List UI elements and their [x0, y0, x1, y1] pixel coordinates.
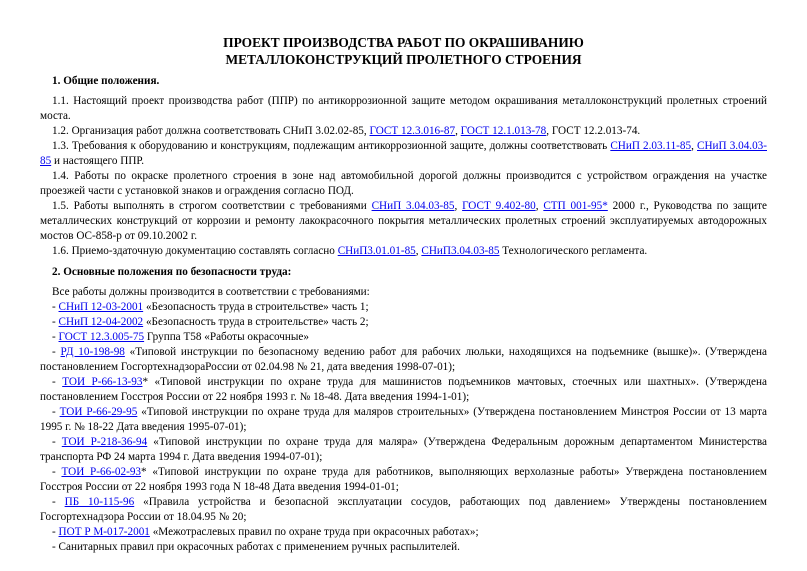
list-item — [40, 330, 767, 345]
link-gost-12-3-016-87[interactable]: ГОСТ 12.3.016-87 — [369, 125, 456, 137]
text: 1.3. Требования к оборудованию и конструкциям, подлежащим антикоррозионной защите, должны соответствовать — [52, 140, 611, 152]
text: 2000 г., Руководства по защите металлических конструкций от коррозии и ремонту лакокрасочного покрытия металлических пролетных строений эксплуатируемых автодорожных мостов ОС-858-р от 09.10.2002 г. — [40, 200, 768, 242]
list-item-text: «Правила устройства и безопасной эксплуатации сосудов, работающих под давлением» Утверждены постановлением Госгортехнадзора России от 18.04.95 № 20; — [40, 496, 767, 523]
list-item — [40, 540, 767, 555]
paragraph-1-6 — [40, 244, 767, 259]
document-page — [40, 34, 767, 555]
link-snip-3-01-01-85[interactable]: СНиП3.01.01-85 — [337, 245, 416, 257]
list-dash: - — [52, 331, 59, 343]
list-item — [40, 405, 767, 435]
list-dash: - — [52, 436, 62, 448]
list-dash: - — [52, 466, 62, 478]
list-item — [40, 465, 767, 495]
text: и настоящего ППР. — [51, 155, 145, 167]
link-snip-3-04-03-85-b[interactable]: СНиП3.04.03-85 — [421, 245, 500, 257]
document-title — [40, 34, 767, 68]
separator: , — [455, 125, 461, 137]
list-item-link[interactable]: ПОТ Р М-017-2001 — [58, 526, 150, 538]
list-dash: - — [52, 346, 61, 358]
requirements-list — [40, 300, 767, 555]
list-item-text: «Безопасность труда в строительстве» часть 1; — [143, 301, 369, 313]
list-item-text: «Типовой инструкции по охране труда для маляров строительных» (Утверждена постановлением Минстроя России от 13 марта 1995 г. № 18-22 Дата введения 1995-07-01); — [40, 406, 767, 433]
list-dash: - — [52, 376, 63, 388]
list-item — [40, 300, 767, 315]
text: Технологического регламента. — [499, 245, 648, 257]
list-item — [40, 495, 767, 525]
list-item-link[interactable]: ТОИ Р-66-02-93 — [61, 466, 142, 478]
list-item-text: «Межотраслевых правил по охране труда при окрасочных работах»; — [149, 526, 479, 538]
title-line-1: ПРОЕКТ ПРОИЗВОДСТВА РАБОТ ПО ОКРАШИВАНИЮ — [223, 35, 584, 50]
separator: , — [691, 140, 697, 152]
list-item-text: * «Типовой инструкции по охране труда для машинистов подъемников мачтовых, стоечных или шахтных». (Утверждена постановлением Госстроя России от 22 ноября 1993 г. № 18-48. Дата введения 1994-1-01); — [40, 376, 767, 403]
list-item-text: Санитарных правил при окрасочных работах с применением ручных распылителей. — [58, 541, 460, 553]
section-1-heading: 1. Общие положения. — [52, 75, 160, 87]
text: 1.5. Работы выполнять в строгом соответствии с требованиями — [52, 200, 372, 212]
link-stp-001-95[interactable]: СТП 001-95* — [543, 200, 608, 212]
list-item-text: «Типовой инструкции по безопасному ведению работ для рабочих люльки, находящихся на подъемнике (вышке)». (Утверждена постановлением ГосгортехнадзораРоссии от 02.04.98 № 21, дата введения 1998-07-01); — [40, 346, 767, 373]
section-2-heading: 2. Основные положения по безопасности труда: — [52, 266, 292, 278]
list-item — [40, 435, 767, 465]
list-item-link[interactable]: ТОИ Р-66-29-95 — [59, 406, 138, 418]
section-2-intro: Все работы должны производится в соответствии с требованиями: — [52, 286, 370, 298]
list-dash: - — [52, 301, 59, 313]
list-item — [40, 315, 767, 330]
paragraph-1-3 — [40, 139, 767, 169]
list-dash: - — [52, 526, 59, 538]
title-line-2: МЕТАЛЛОКОНСТРУКЦИЙ ПРОЛЕТНОГО СТРОЕНИЯ — [225, 52, 582, 67]
list-item-link[interactable]: РД 10-198-98 — [60, 346, 125, 358]
text: 1.2. Организация работ должна соответствовать СНиП 3.02.02-85, — [52, 125, 370, 137]
link-snip-3-04-03-85[interactable]: СНиП 3.04.03-85 — [40, 140, 767, 167]
link-snip-3-04-03-85[interactable]: СНиП 3.04.03-85 — [371, 200, 455, 212]
list-item-link[interactable]: ГОСТ 12.3.005-75 — [58, 331, 145, 343]
list-item-link[interactable]: ТОИ Р-218-36-94 — [61, 436, 148, 448]
paragraph-1-5 — [40, 199, 767, 244]
list-item-link[interactable]: СНиП 12-04-2002 — [58, 316, 144, 328]
list-dash: - — [52, 316, 59, 328]
paragraph-1-1: 1.1. Настоящий проект производства работ (ППР) по антикоррозионной защите методом окрашивания металлоконструкций пролетных строений моста. — [40, 95, 767, 122]
list-item-link[interactable]: ПБ 10-115-96 — [64, 496, 135, 508]
link-gost-9-402-80[interactable]: ГОСТ 9.402-80 — [462, 200, 536, 212]
list-item-link[interactable]: СНиП 12-03-2001 — [58, 301, 144, 313]
list-item-text: * «Типовой инструкции по охране труда для работников, выполняющих верхолазные работы» Утверждена постановлением Госстроя России от 22 ноября 1993 года N 18-48 Дата введения 1994-01-01; — [40, 466, 767, 493]
list-item — [40, 375, 767, 405]
paragraph-1-2 — [40, 124, 767, 139]
separator: , — [535, 200, 544, 212]
list-item-text: Группа Т58 «Работы окрасочные» — [144, 331, 309, 343]
text: 1.6. Приемо-здаточную документацию составлять согласно — [52, 245, 338, 257]
list-dash: - — [52, 541, 59, 553]
list-dash: - — [52, 406, 60, 418]
separator: , — [415, 245, 422, 257]
paragraph-1-4: 1.4. Работы по окраске пролетного строения в зоне над автомобильной дорогой должны производится с устройством ограждения на участке проезжей части с установкой знаков и ограждения согласно ПОД. — [40, 170, 767, 197]
list-item-text: «Безопасность труда в строительстве» часть 2; — [143, 316, 369, 328]
list-dash: - — [52, 496, 65, 508]
list-item — [40, 345, 767, 375]
list-item-link[interactable]: ТОИ Р-66-13-93 — [62, 376, 143, 388]
link-gost-12-1-013-78[interactable]: ГОСТ 12.1.013-78 — [460, 125, 547, 137]
list-item — [40, 525, 767, 540]
text: , ГОСТ 12.2.013-74. — [546, 125, 641, 137]
link-snip-2-03-11-85[interactable]: СНиП 2.03.11-85 — [610, 140, 692, 152]
list-item-text: «Типовой инструкции по охране труда для маляра» (Утверждена Федеральным дорожным департаментом Министерства транспорта РФ 24 марта 1994 г. Дата введения 1994-07-01); — [40, 436, 767, 463]
separator: , — [454, 200, 463, 212]
